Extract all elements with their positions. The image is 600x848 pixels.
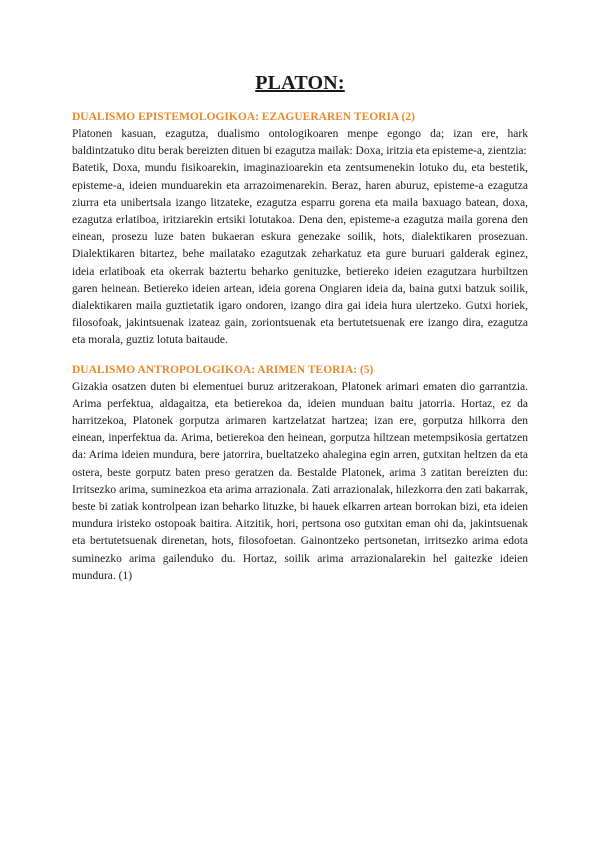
section-anthropology bbox=[72, 362, 528, 585]
page-title: PLATON: bbox=[255, 72, 345, 94]
section-heading: DUALISMO EPISTEMOLOGIKOA: EZAGUERAREN TEORIA (2) bbox=[72, 111, 415, 123]
paragraph: Gizakia osatzen duten bi elementuei buruz aritzerakoan, Platonek arimari ematen dio garrantzia. Arima perfektua, aldagaitza, eta betierekoa da, ideien munduan baitu jatorria. Hortaz, ez da harritzekoa, Platonek gorputza arimaren kartzelatzat hartzea; izan ere, gorputza hilkorra den einean, inperfektua da. Arima, betierekoa den heinean, gorputza hiltzean metempsikosia gertatzen da: Arima ideien mundura, bere jatorrira, bueltatzeko ahalegina egin arren, gutxitan heltzen da eta ostera, beste gorputz baten preso geratzen da. Bestalde Platonek, arima 3 zatitan bereizten du: Irritsezko arima, suminezkoa eta arima arrazionala. Zati arrazionalak, hilezkorra den zati bakarrak, beste bi zatiak kontrolpean izan beharko lituzke, bi hauek elkarren artean borrokan bizi, eta ideien mundura iristeko ostopoak baitira. Aitzitik, hori, pertsona oso gutxitan eman ohi da, jakintsuenak eta bertutetsuenak direnetan, hots, filosofoetan. Gainontzeko pertsonetan, irritsezko arima edota suminezko arima gailenduko du. Hortaz, soilik arima arrazionalarekin hel gaitezke ideien mundura. (1) bbox=[72, 380, 528, 582]
paragraph: Platonen kasuan, ezagutza, dualismo ontologikoaren menpe egongo da; izan ere, hark baldintzatuko ditu berak bereizten dituen bi ezagutza mailak: Doxa, iritzia eta episteme-a, zientzia: bbox=[72, 128, 528, 158]
paragraph: Batetik, Doxa, mundu fisikoarekin, imaginazioarekin eta zentsumenekin lotuko du, eta bestetik, episteme-a, ideien munduarekin eta arrazoimenarekin. Beraz, haren aburuz, episteme-a ezagutza ziurra eta unibertsala izango litzateke, ezagutza esparru gorena eta maila baxuago batean, doxa, ezagutza erlatiboa, iritziarekin ertsiki lotutakoa. Dena den, episteme-a ezagutza maila gorena den einean, prosezu luze baten bukaeran eskura genezake soilik, hots, dialektikaren prosezuan. Dialektikaren bitartez, behe mailatako ezagutzak zeharkatuz eta gure buruari galderak eginez, ideia erlatiboak eta okerrak baztertu beharko genituzke, betiereko ideien ezagutzara hurbiltzen garen heinean. Betiereko ideien artean, ideia gorena Ongiaren ideia da, baina gutxi batzuk soilik, dialektikaren maila guztietatik igaro ondoren, izango dira gai ideia hura ulertzeko. Gutxi horiek, filosofoak, jakintsuenak izateaz gain, zoriontsuenak eta bertutetsuenak ere izango dira, ezagutza eta morala, guztiz lotuta baitaude. bbox=[72, 162, 528, 347]
section-heading: DUALISMO ANTROPOLOGIKOA: ARIMEN TEORIA: (5) bbox=[72, 363, 374, 376]
section-epistemology bbox=[72, 109, 528, 350]
